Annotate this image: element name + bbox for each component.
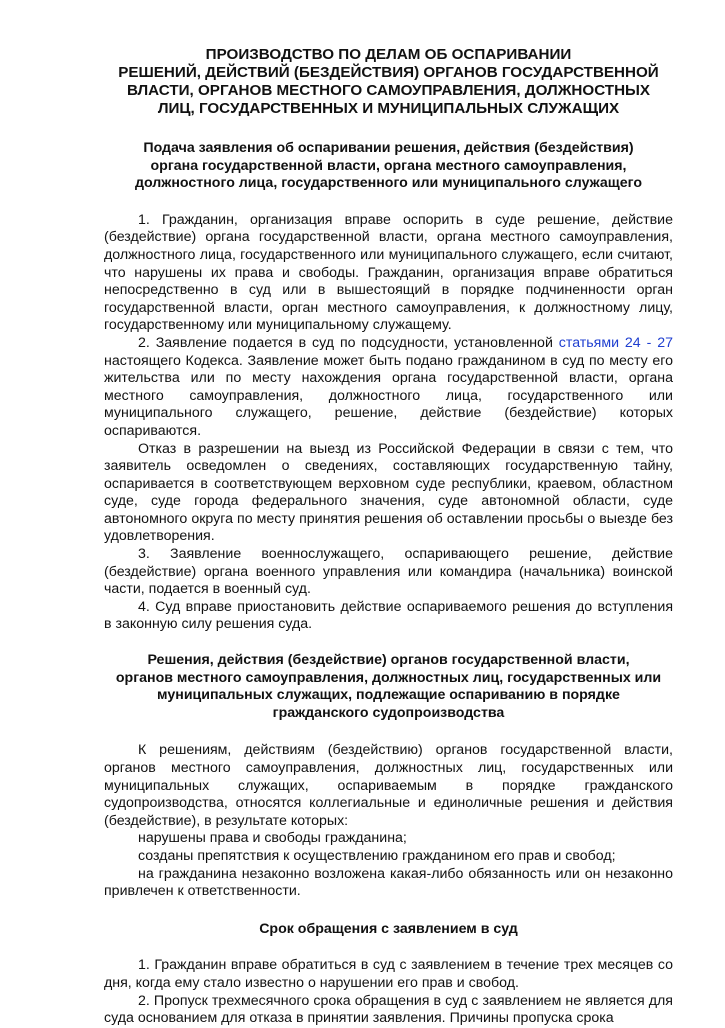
paragraph: 2. Пропуск трехмесячного срока обращения в суд с заявлением не является для суда основанием для отказа в принятии заявления. Причины пропуска срока [104,992,673,1027]
title-line: ПРОИЗВОДСТВО ПО ДЕЛАМ ОБ ОСПАРИВАНИИ [205,46,572,63]
heading-line: Решения, действия (бездействие) органов государственной власти, [147,652,630,669]
heading-line: органов местного самоуправления, должностных лиц, государственных или [115,669,662,686]
heading-line: Срок обращения с заявлением в суд [259,920,518,937]
title-line: ВЛАСТИ, ОРГАНОВ МЕСТНОГО САМОУПРАВЛЕНИЯ, ДОЛЖНОСТНЫХ [126,82,651,99]
heading-line: муниципальных служащих, подлежащие оспариванию в порядке [157,687,620,704]
paragraph-text: настоящего Кодекса. Заявление может быть подано гражданином в суд по месту его жительства или по месту нахождения органа государственной власти, органа местного самоуправления, должностного лица, государственного или муниципального служащего, решение, действие (бездействие) которых оспариваются. [104,352,673,439]
section-heading-decisions [104,652,673,722]
heading-line: органа государственной власти, органа местного самоуправления, [150,157,627,174]
section-heading-deadline [104,921,673,939]
paragraph-text: 2. Заявление подается в суд по подсудности, установленной [138,334,559,351]
document-title [104,46,673,118]
heading-line: Подача заявления об оспаривании решения, действия (бездействия) [143,140,634,156]
section-heading-filing [104,140,673,193]
heading-line: должностного лица, государственного или муниципального служащего [134,175,643,192]
link-article-27[interactable]: 27 [657,334,673,351]
paragraph: 4. Суд вправе приостановить действие оспариваемого решения до вступления в законную силу решения суда. [104,598,673,633]
list-item: нарушены права и свободы гражданина; [138,830,407,847]
paragraph: Отказ в разрешении на выезд из Российской Федерации в связи с тем, что заявитель осведомлен о сведениях, составляющих государственную тайну, оспаривается в соответствующем верховном суде республики, краевом, областном суде, суде города федерального значения, суде автономной области, суде автономного округа по месту принятия решения об оставлении просьбы о выезде без удовлетворения. [104,440,673,545]
title-line: РЕШЕНИЙ, ДЕЙСТВИЙ (БЕЗДЕЙСТВИЯ) ОРГАНОВ ГОСУДАРСТВЕННОЙ [118,64,659,81]
paragraph: К решениям, действиям (бездействию) органов государственной власти, органов местного самоуправления, должностных лиц, государственных или муниципальных служащих, оспариваемым в порядке гражданского судопроизводства, относятся коллегиальные и единоличные решения и действия (бездействие), в результате которых: [104,742,673,829]
paragraph-with-links [104,335,673,441]
paragraph: 3. Заявление военнослужащего, оспаривающего решение, действие (бездействие) органа военного управления или командира (начальника) воинской части, подается в военный суд. [104,546,673,598]
heading-line: гражданского судопроизводства [272,704,505,721]
title-line: ЛИЦ, ГОСУДАРСТВЕННЫХ И МУНИЦИПАЛЬНЫХ СЛУЖАЩИХ [157,100,620,117]
paragraph: 1. Гражданин вправе обратиться в суд с заявлением в течение трех месяцев со дня, когда ему стало известно о нарушении его прав и свобод. [104,957,673,991]
paragraph: 1. Гражданин, организация вправе оспорить в суде решение, действие (бездействие) органа государственной власти, органа местного самоуправления, должностного лица, государственного или муниципального служащего, если считают, что нарушены их права и свободы. Гражданин, организация вправе обратиться непосредственно в суд или в вышестоящий в порядке подчиненности орган государственной власти, орган местного самоуправления, к должностному лицу, государственному или муниципальному служащему. [104,211,673,334]
link-article-24[interactable]: статьями 24 [558,334,641,351]
list-item: созданы препятствия к осуществлению гражданином его прав и свобод; [138,847,616,864]
link-dash: - [640,334,658,351]
list-item: на гражданина незаконно возложена какая-либо обязанность или он незаконно привлечен к ответственности. [104,865,673,900]
